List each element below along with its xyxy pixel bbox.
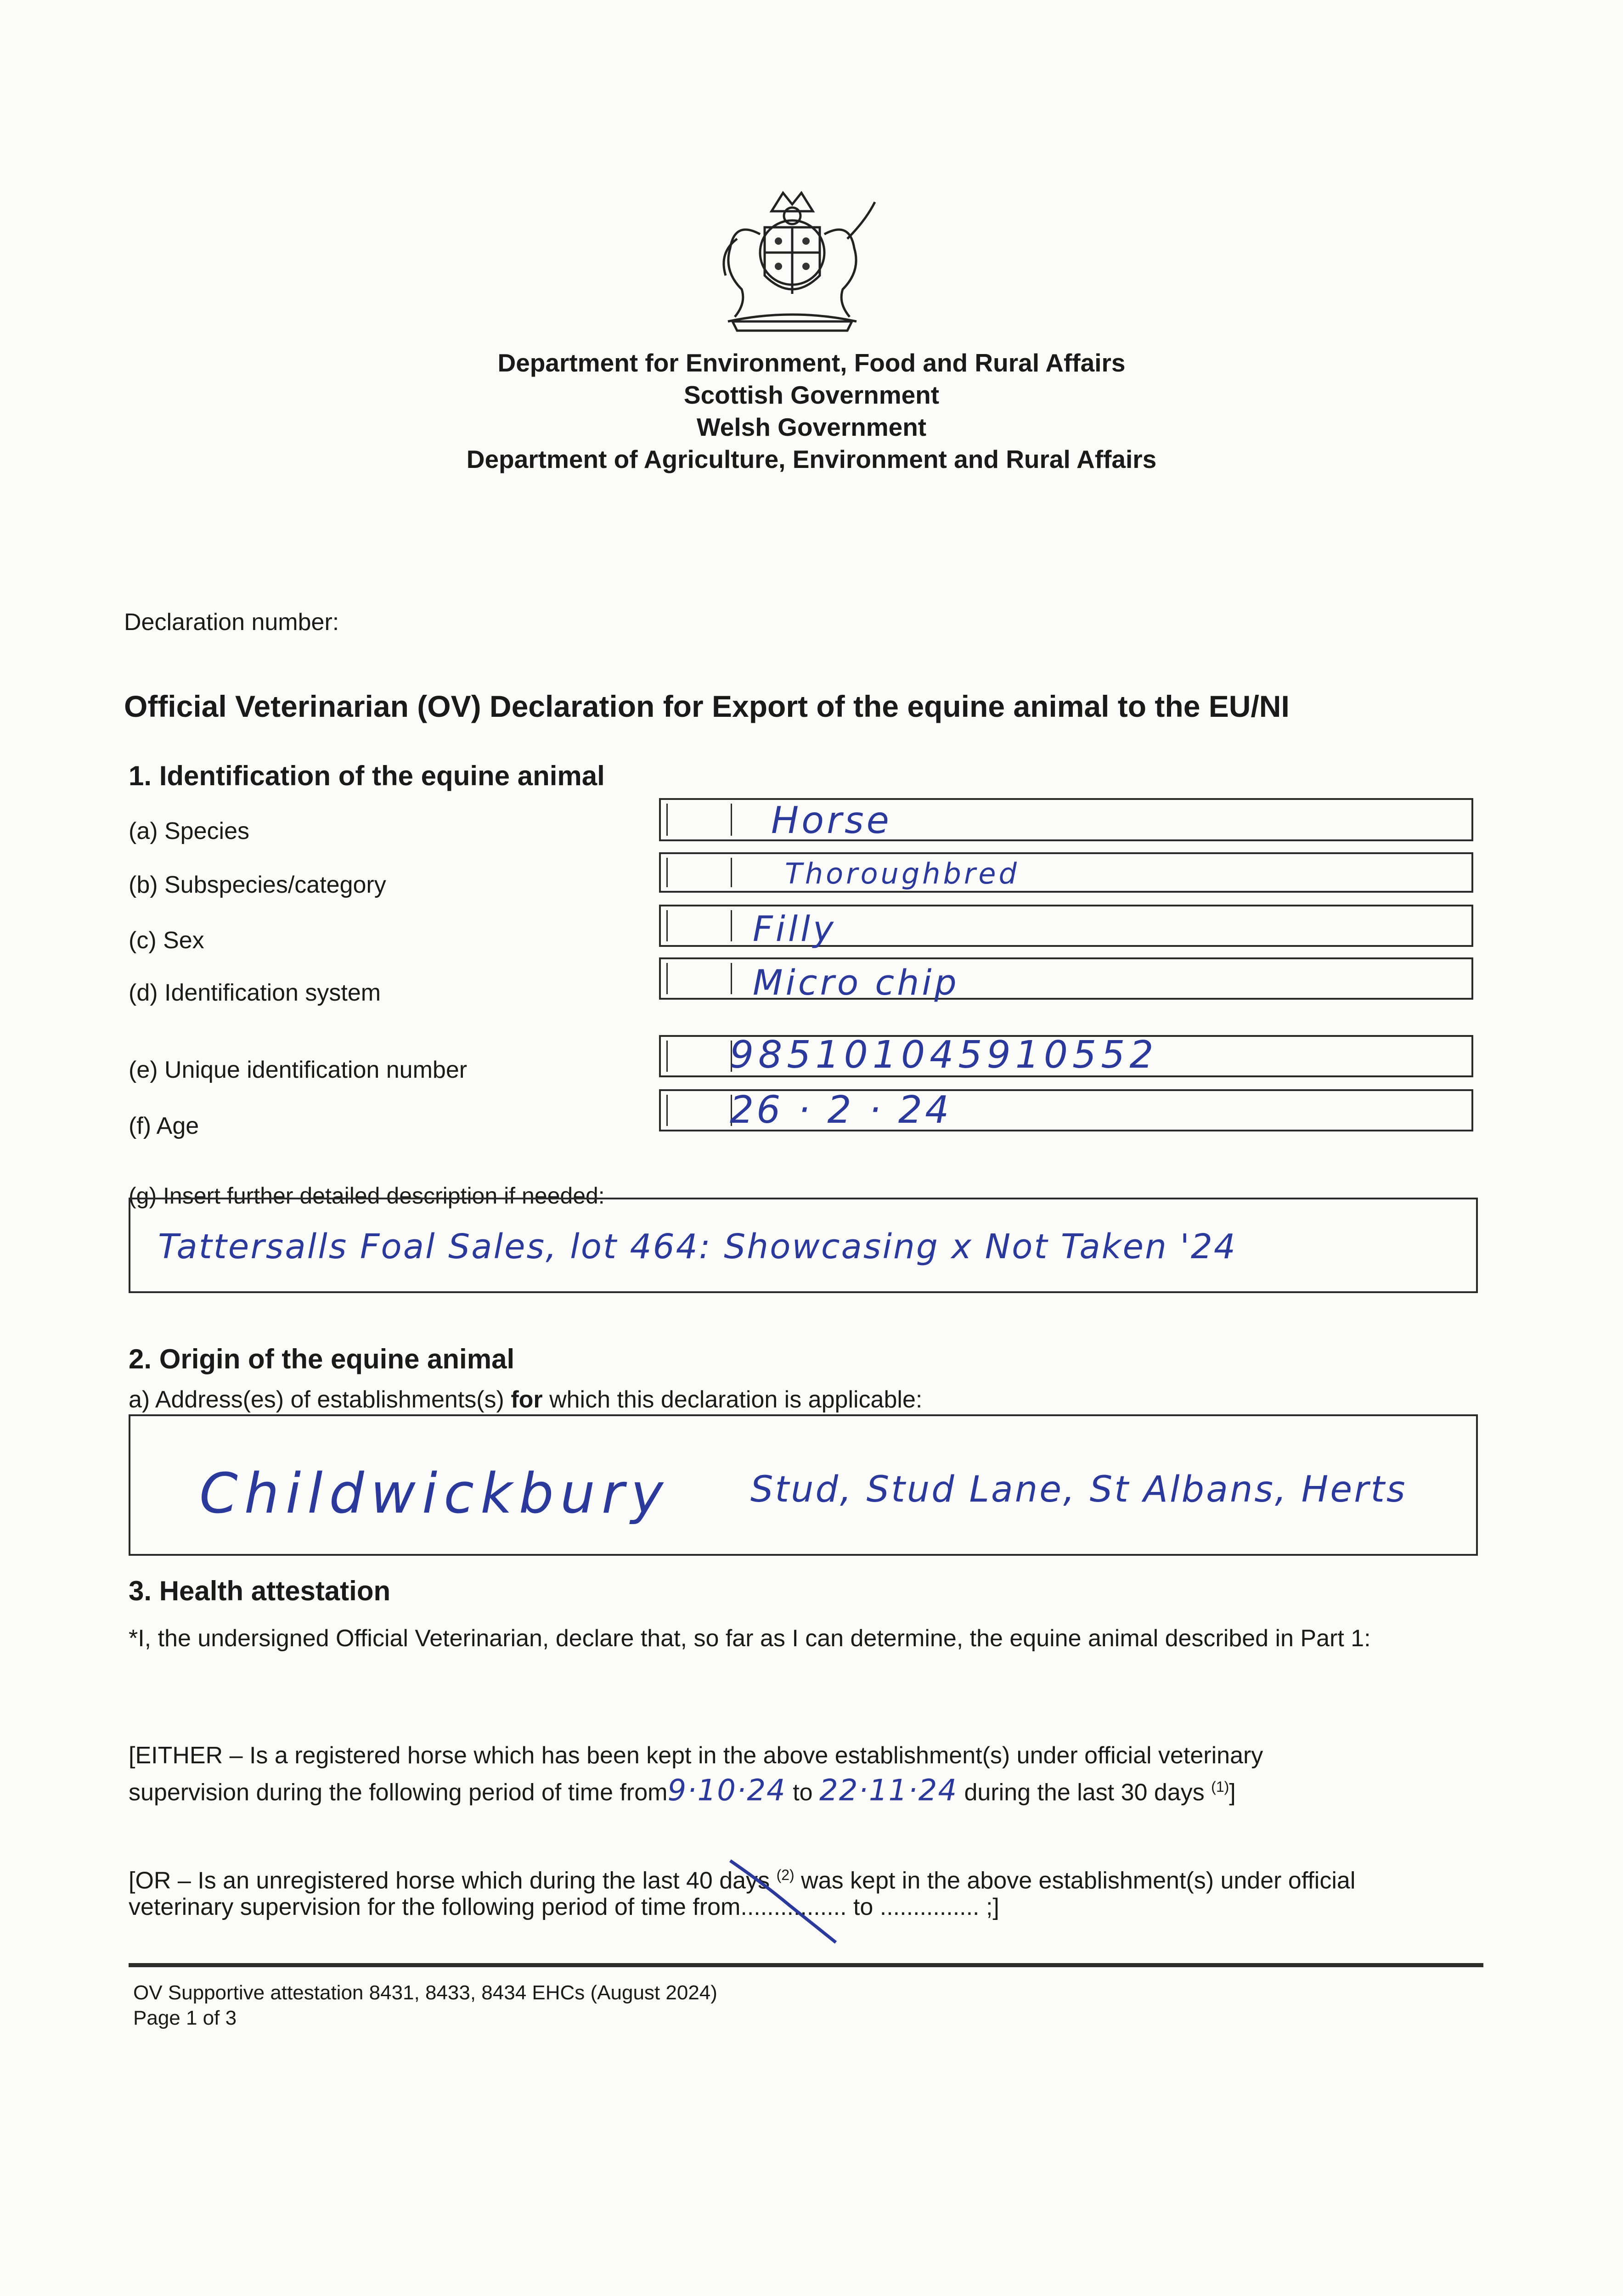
- age-field[interactable]: [659, 1089, 1473, 1131]
- department-3: Welsh Government: [696, 413, 927, 441]
- footer-page-number: Page 1 of 3: [133, 2007, 237, 2029]
- either-to-date: 22·11·24: [819, 1773, 958, 1808]
- subspecies-field[interactable]: [659, 852, 1473, 893]
- field-label-species: (a) Species: [129, 818, 249, 844]
- either-line-2: supervision during the following period of time from9·10·24 to 22·11·24 during the last 30 days $^{(1)}$]: [129, 1773, 1236, 1808]
- species-field[interactable]: [659, 798, 1473, 841]
- field-label-uid: (e) Unique identification number: [129, 1057, 468, 1083]
- declaration-number-label: Declaration number:: [124, 609, 339, 636]
- strike-through-mark: [726, 1855, 845, 1947]
- sex-value: Filly: [753, 908, 837, 949]
- field-label-id-system: (d) Identification system: [129, 979, 381, 1006]
- department-2: Scottish Government: [683, 381, 940, 409]
- field-label-subspecies: (b) Subspecies/category: [129, 872, 386, 898]
- footer-rule: [129, 1963, 1483, 1967]
- address-value-rest: Stud, Stud Lane, St Albans, Herts: [750, 1469, 1407, 1510]
- address-label: a) Address(es) of establishments(s) for which this declaration is applicable:: [129, 1386, 923, 1413]
- uid-field[interactable]: [659, 1035, 1473, 1077]
- field-label-sex: (c) Sex: [129, 927, 204, 954]
- address-value-name: Childwickbury: [199, 1462, 670, 1526]
- document-title: Official Veterinarian (OV) Declaration for Export of the equine animal to the EU/NI: [124, 689, 1290, 723]
- further-description-field[interactable]: [129, 1198, 1478, 1293]
- field-label-age: (f) Age: [129, 1113, 199, 1139]
- either-from-date: 9·10·24: [667, 1773, 786, 1808]
- or-line-2: veterinary supervision for the following period of time from................ to ............... ;]: [129, 1894, 999, 1920]
- subspecies-value: Thoroughbred: [785, 857, 1020, 890]
- or-line-1: [OR – Is an unregistered horse which during the last 40 days $^{(2)}$ was kept in the above establishment(s) under official: [129, 1867, 1356, 1894]
- further-description-value: Tattersalls Foal Sales, lot 464: Showcasing x Not Taken '24: [158, 1227, 1237, 1266]
- address-field[interactable]: [129, 1414, 1478, 1556]
- attestation-intro: *I, the undersigned Official Veterinarian, declare that, so far as I can determine, the equine animal described in Part 1:: [129, 1625, 1371, 1652]
- id-system-value: Micro chip: [753, 962, 959, 1003]
- sex-field[interactable]: [659, 905, 1473, 947]
- coat-of-arms: [691, 184, 893, 335]
- uid-value: 985101045910552: [730, 1033, 1158, 1077]
- footer-attestation-ref: OV Supportive attestation 8431, 8433, 8434 EHCs (August 2024): [133, 1981, 717, 2004]
- section3-heading: 3. Health attestation: [129, 1576, 391, 1606]
- section1-heading: 1. Identification of the equine animal: [129, 760, 605, 791]
- species-value: Horse: [771, 799, 892, 842]
- age-value: 26 · 2 · 24: [730, 1088, 952, 1132]
- department-1: Department for Environment, Food and Rural Affairs: [497, 349, 1126, 377]
- department-4: Department of Agriculture, Environment and Rural Affairs: [466, 445, 1157, 473]
- id-system-field[interactable]: [659, 957, 1473, 1003]
- either-line-1: [EITHER – Is a registered horse which has been kept in the above establishment(s) under official veterinary: [129, 1742, 1263, 1769]
- section2-heading: 2. Origin of the equine animal: [129, 1344, 515, 1374]
- further-description-label: (g) Insert further detailed description if needed:: [129, 1183, 605, 1209]
